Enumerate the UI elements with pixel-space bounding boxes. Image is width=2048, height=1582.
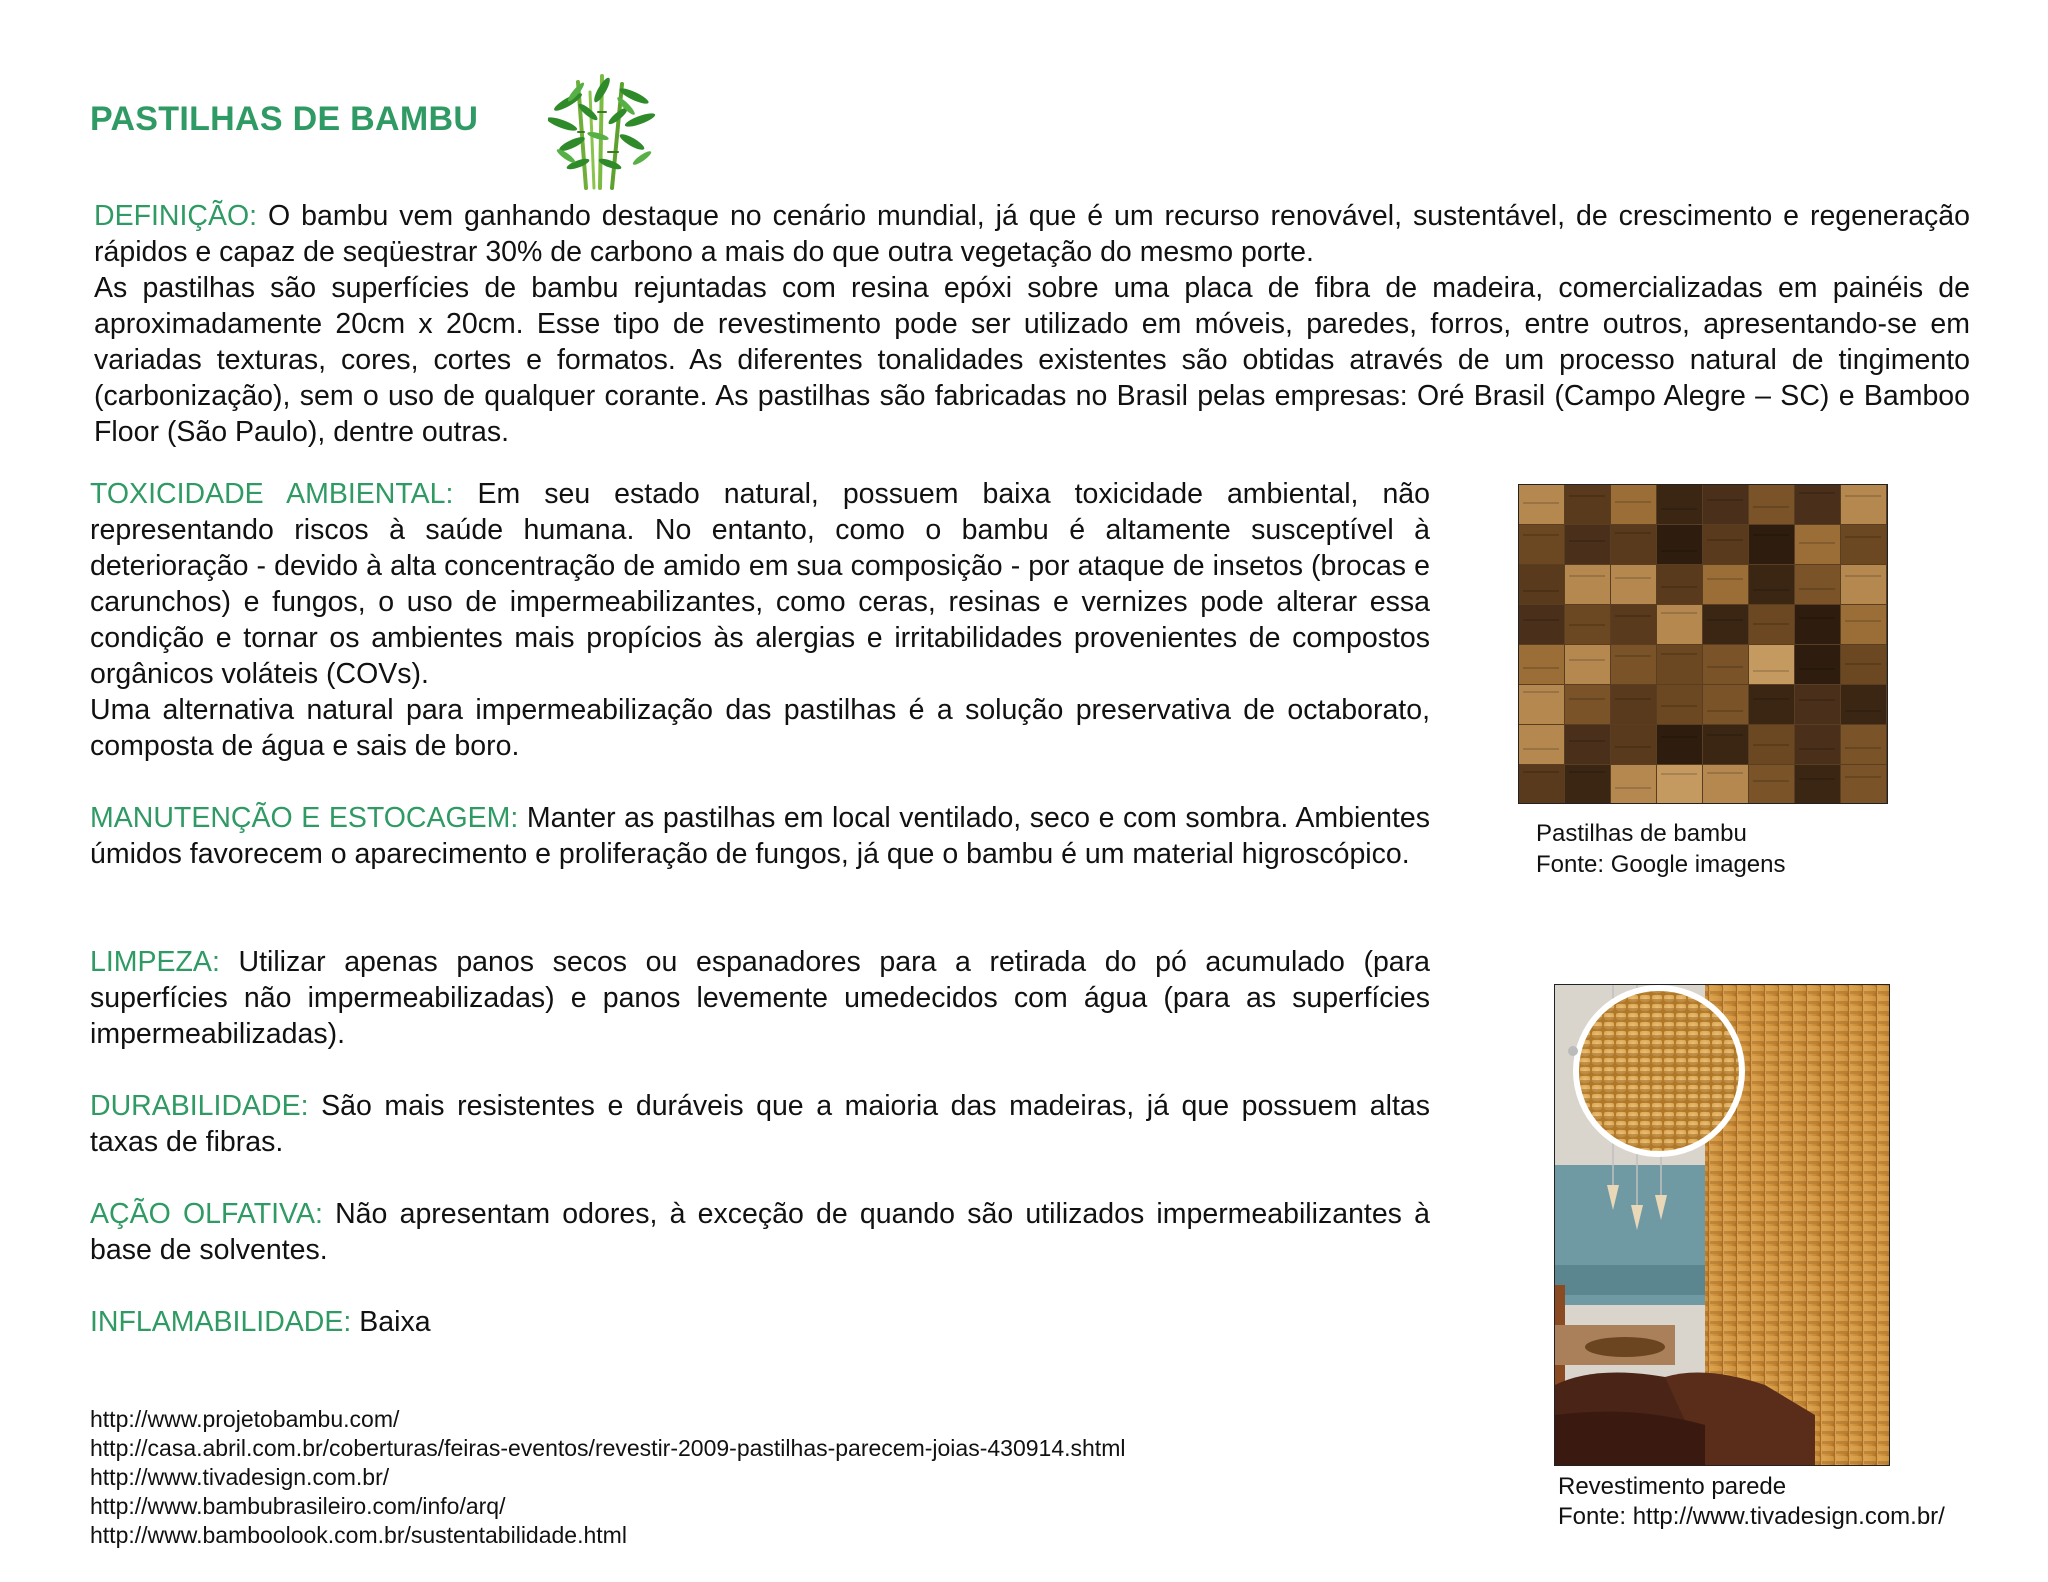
bamboo-tiles-photo	[1518, 484, 1888, 804]
maintenance-paragraph	[90, 800, 1430, 872]
bamboo-icon	[548, 72, 658, 190]
figure-2-source: Fonte: http://www.tivadesign.com.br/	[1558, 1503, 1945, 1530]
durability-paragraph	[90, 1088, 1430, 1160]
reference-link[interactable]: http://www.bamboolook.com.br/sustentabilidade.html	[90, 1522, 627, 1548]
page-title: PASTILHAS DE BAMBU	[90, 100, 479, 138]
toxicity-paragraph	[90, 476, 1430, 764]
flammability-text: Baixa	[351, 1306, 431, 1338]
figure-caption-1	[1536, 818, 1785, 880]
cleaning-label: LIMPEZA:	[90, 946, 220, 978]
olfactory-label: AÇÃO OLFATIVA:	[90, 1198, 323, 1230]
durability-text: São mais resistentes e duráveis que a maioria das madeiras, já que possuem altas taxas de fibras.	[90, 1090, 1430, 1158]
definition-text-2: As pastilhas são superfícies de bambu rejuntadas com resina epóxi sobre uma placa de fibra de madeira, comercializadas em painéis de aproximadamente 20cm x 20cm. Esse tipo de revestimento pode ser utilizado em móveis, paredes, forros, entre outros, apresentando-se em variadas texturas, cores, cortes e formatos. As diferentes tonalidades existentes são obtidas através de um processo natural de tingimento (carbonização), sem o uso de qualquer corante. As pastilhas são fabricadas no Brasil pelas empresas: Oré Brasil (Campo Alegre – SC) e Bamboo Floor (São Paulo), dentre outras.	[94, 272, 1970, 448]
durability-label: DURABILIDADE:	[90, 1090, 309, 1122]
flammability-label: INFLAMABILIDADE:	[90, 1306, 352, 1338]
reference-link[interactable]: http://www.projetobambu.com/	[90, 1406, 400, 1432]
references-list	[90, 1405, 1125, 1550]
reference-link[interactable]: http://www.bambubrasileiro.com/info/arq/	[90, 1493, 506, 1519]
cleaning-text: Utilizar apenas panos secos ou espanadores para a retirada do pó acumulado (para superfícies não impermeabilizadas) e panos levemente umedecidos com água (para as superfícies impermeabilizadas).	[90, 946, 1430, 1050]
maintenance-label: MANUTENÇÃO E ESTOCAGEM:	[90, 802, 519, 834]
reference-link[interactable]: http://casa.abril.com.br/coberturas/feiras-eventos/revestir-2009-pastilhas-parecem-joias-430914.shtml	[90, 1435, 1126, 1461]
flammability-paragraph	[90, 1304, 1430, 1340]
toxicity-text-2: Uma alternativa natural para impermeabilização das pastilhas é a solução preservativa de octaborato, composta de água e sais de boro.	[90, 694, 1430, 762]
figure-1-source: Fonte: Google imagens	[1536, 851, 1786, 878]
toxicity-label: TOXICIDADE AMBIENTAL:	[90, 478, 454, 510]
definition-label: DEFINIÇÃO:	[94, 200, 258, 232]
toxicity-text: Em seu estado natural, possuem baixa toxicidade ambiental, não representando riscos à saúde humana. No entanto, como o bambu é altamente susceptível à deterioração - devido à alta concentração de amido em sua composição - por ataque de insetos (brocas e carunchos) e fungos, o uso de impermeabilizantes, como ceras, resinas e vernizes pode alterar essa condição e tornar os ambientes mais propícios às alergias e irritabilidades provenientes de compostos orgânicos voláteis (COVs).	[90, 478, 1431, 690]
figure-2-title: Revestimento parede	[1558, 1473, 1787, 1500]
olfactory-paragraph	[90, 1196, 1430, 1268]
definition-paragraph	[94, 198, 1970, 450]
definition-text: O bambu vem ganhando destaque no cenário mundial, já que é um recurso renovável, sustentável, de crescimento e regeneração rápidos e capaz de seqüestrar 30% de carbono a mais do que outra vegetação do mesmo porte.	[94, 200, 1970, 268]
maintenance-text: Manter as pastilhas em local ventilado, seco e com sombra. Ambientes úmidos favorecem o aparecimento e proliferação de fungos, já que o bambu é um material higroscópico.	[90, 802, 1430, 870]
reference-link[interactable]: http://www.tivadesign.com.br/	[90, 1464, 390, 1490]
cleaning-paragraph	[90, 944, 1430, 1052]
figure-caption-2	[1558, 1472, 1945, 1532]
figure-1-title: Pastilhas de bambu	[1536, 820, 1747, 847]
olfactory-text: Não apresentam odores, à exceção de quando são utilizados impermeabilizantes à base de solventes.	[90, 1198, 1430, 1266]
wall-covering-photo	[1554, 984, 1890, 1466]
